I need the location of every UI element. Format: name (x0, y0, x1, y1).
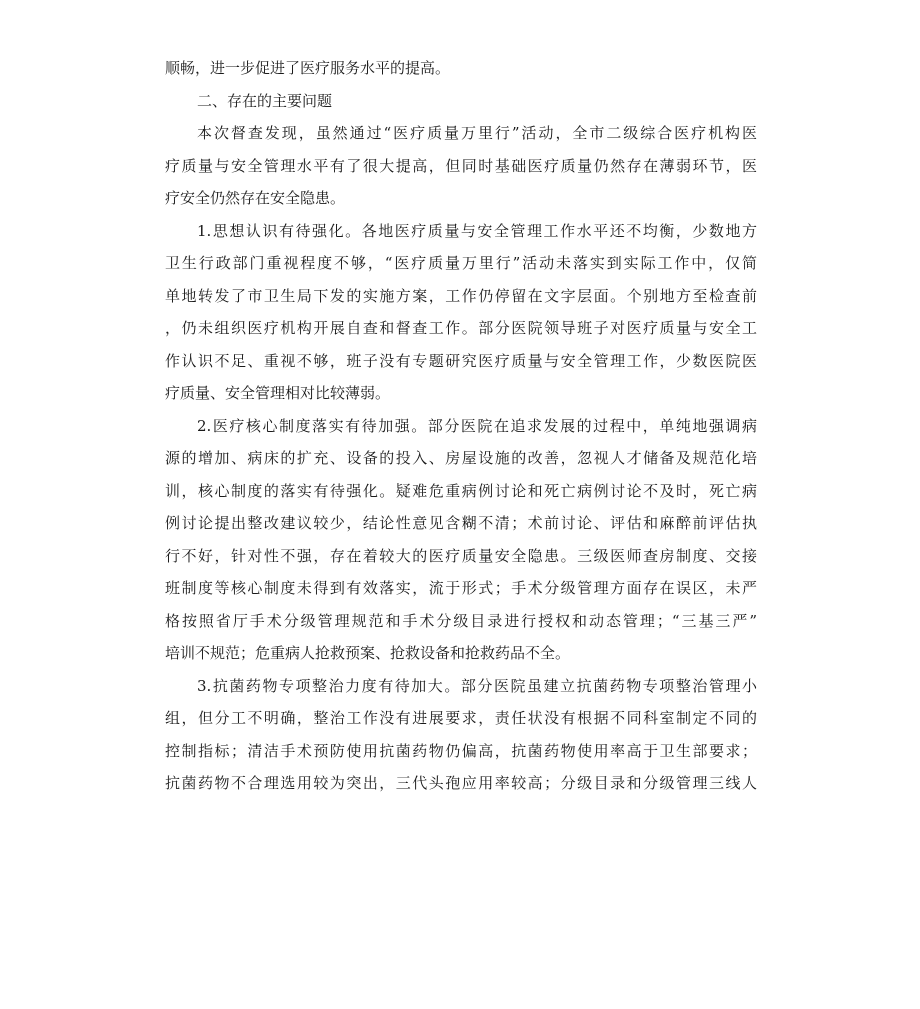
text-line: 单地转发了市卫生局下发的实施方案，工作仍停留在文字层面。个别地方至检查前 (165, 286, 757, 305)
text-line: ，仍未组织医疗机构开展自查和督查工作。部分医院领导班子对医疗质量与安全工 (165, 319, 757, 337)
text-line: 格按照省厅手术分级管理规范和手术分级目录进行授权和动态管理；“三基三严” (165, 611, 757, 630)
text-line: 控制指标；清洁手术预防使用抗菌药物仍偏高，抗菌药物使用率高于卫生部要求； (165, 741, 757, 760)
text-line: 行不好，针对性不强，存在着较大的医疗质量安全隐患。三级医师查房制度、交接 (165, 546, 757, 565)
section-heading (165, 85, 757, 118)
text-line: 组，但分工不明确，整治工作没有进展要求，责任状没有根据不同科室制定不同的 (165, 709, 757, 727)
text-line: 疗质量、安全管理相对比较薄弱。 (165, 384, 391, 402)
text-line: 疗安全仍然存在安全隐患。 (165, 189, 346, 207)
text-line: 卫生行政部门重视程度不够，“医疗质量万里行”活动未落实到实际工作中，仅简 (165, 254, 757, 272)
text-line: 3.抗菌药物专项整治力度有待加大。部分医院虽建立抗菌药物专项整治管理小 (197, 676, 757, 695)
text-line: 例讨论提出整改建议较少，结论性意见含糊不清；术前讨论、评估和麻醉前评估执 (165, 514, 757, 532)
heading-text: 二、存在的主要问题 (197, 91, 333, 110)
text-line: 2.医疗核心制度落实有待加强。部分医院在追求发展的过程中，单纯地强调病 (197, 416, 757, 435)
text-line: 抗菌药物不合理选用较为突出，三代头孢应用率较高；分级目录和分级管理三线人 (165, 774, 757, 792)
document-body (165, 52, 757, 800)
text-line: 培训不规范；危重病人抢救预案、抢救设备和抢救药品不全。 (165, 644, 571, 662)
paragraph-summary (165, 117, 757, 215)
text-line: 源的增加、病床的扩充、设备的投入、房屋设施的改善，忽视人才储备及规范化培 (165, 449, 757, 467)
text-line: 顺畅，进一步促进了医疗服务水平的提高。 (165, 59, 451, 77)
text-line: 作认识不足、重视不够，班子没有专题研究医疗质量与安全管理工作，少数医院医 (165, 351, 757, 370)
paragraph-item-2 (165, 410, 757, 670)
paragraph-continuation (165, 52, 757, 85)
paragraph-item-3 (165, 670, 757, 800)
text-line: 疗质量与安全管理水平有了很大提高，但同时基础医疗质量仍然存在薄弱环节，医 (165, 156, 757, 175)
text-line: 班制度等核心制度未得到有效落实，流于形式；手术分级管理方面存在误区，未严 (165, 579, 757, 597)
text-line: 训，核心制度的落实有待强化。疑难危重病例讨论和死亡病例讨论不及时，死亡病 (165, 481, 757, 500)
text-line: 1.思想认识有待强化。各地医疗质量与安全管理工作水平还不均衡，少数地方 (197, 221, 757, 240)
paragraph-item-1 (165, 215, 757, 410)
text-line: 本次督查发现，虽然通过“医疗质量万里行”活动，全市二级综合医疗机构医 (197, 124, 757, 142)
